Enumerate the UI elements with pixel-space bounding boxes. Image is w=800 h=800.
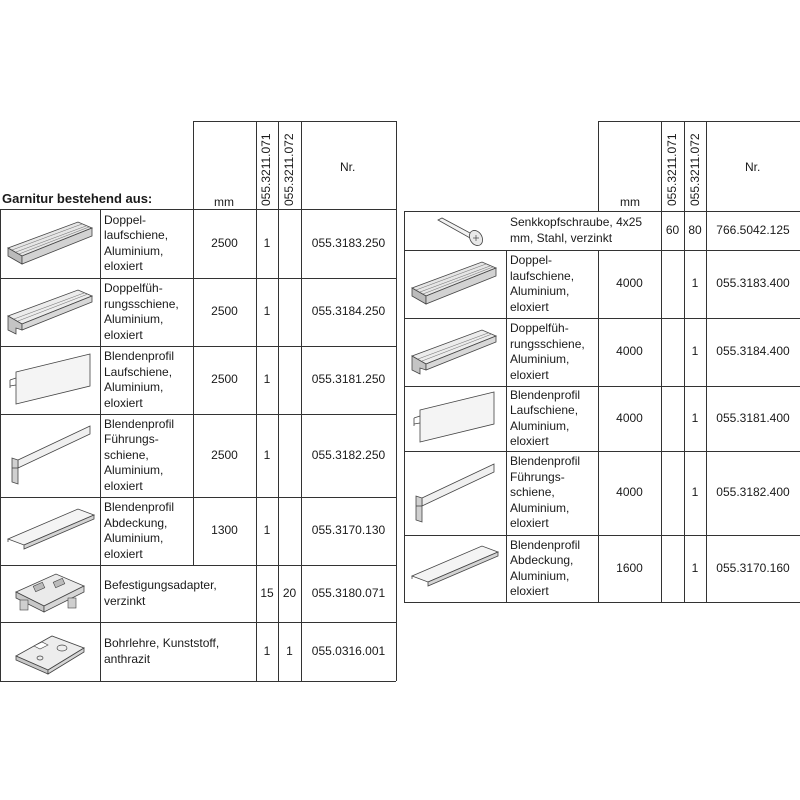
- item-qty-b: [278, 278, 301, 346]
- column-header-nr: Nr.: [340, 160, 356, 174]
- fascia-cover-icon: [6, 505, 94, 557]
- drilling-jig-icon: [12, 628, 88, 676]
- item-description: Blendenprofil Abdeckung, Aluminium, eloxiert: [104, 500, 175, 561]
- item-description: Doppelfüh- rungsschiene, Aluminium, eloxiert: [104, 281, 179, 342]
- item-description: Doppelfüh- rungsschiene, Aluminium, eloxiert: [510, 321, 585, 382]
- item-description: Blendenprofil Führungs- schiene, Aluminium, eloxiert: [510, 454, 581, 531]
- item-qty-a: 1: [263, 447, 271, 462]
- item-qty-a: 1: [263, 643, 271, 658]
- item-qty-a: [661, 250, 684, 318]
- item-qty-a: 1: [263, 372, 271, 387]
- item-article-number: 055.0316.001: [311, 643, 386, 658]
- item-length-mm: 4000: [616, 276, 643, 291]
- item-description: Blendenprofil Laufschiene, Aluminium, eloxiert: [510, 387, 581, 448]
- column-header-nr: Nr.: [745, 160, 761, 174]
- item-article-number: 766.5042.125: [716, 222, 790, 237]
- item-article-number: 055.3180.071: [311, 585, 386, 600]
- item-article-number: 055.3184.400: [716, 344, 790, 359]
- item-qty-a: 15: [260, 585, 274, 600]
- item-qty-b: 1: [691, 344, 699, 359]
- item-qty-a: 1: [263, 523, 271, 538]
- item-length-mm: 1300: [211, 523, 238, 538]
- item-length-mm: 2500: [211, 447, 238, 462]
- item-description: Blendenprofil Laufschiene, Aluminium, eloxiert: [104, 349, 175, 410]
- item-description: Doppel- laufschiene, Aluminium, eloxiert: [104, 212, 169, 273]
- item-length-mm: 1600: [616, 560, 643, 575]
- item-length-mm: 2500: [211, 372, 238, 387]
- item-qty-b: 1: [691, 560, 699, 575]
- item-length-mm: 2500: [211, 235, 238, 250]
- column-header-variant-a: 055.3211.071: [259, 133, 273, 206]
- countersunk-screw-icon: [432, 214, 492, 248]
- double-guide-rail-icon: [6, 286, 94, 338]
- item-qty-b: [278, 209, 301, 278]
- item-article-number: 055.3170.160: [716, 560, 790, 575]
- item-article-number: 055.3183.250: [311, 235, 386, 250]
- item-description: Doppel- laufschiene, Aluminium, eloxiert: [510, 253, 575, 314]
- item-description: Befestigungsadapter, verzinkt: [104, 578, 217, 608]
- item-article-number: 055.3170.130: [311, 523, 386, 538]
- item-article-number: 055.3182.250: [311, 447, 386, 462]
- item-length-mm: 2500: [211, 304, 238, 319]
- item-qty-a: [661, 318, 684, 386]
- fascia-profile-guide-icon: [410, 462, 498, 526]
- item-article-number: 055.3182.400: [716, 485, 790, 500]
- item-length-mm: 4000: [616, 344, 643, 359]
- item-qty-a: [661, 451, 684, 535]
- item-qty-a: 1: [263, 304, 271, 319]
- item-description: Blendenprofil Führungs- schiene, Aluminium, eloxiert: [104, 416, 175, 493]
- item-length-mm: 4000: [616, 410, 643, 425]
- item-article-number: 055.3181.400: [716, 410, 790, 425]
- item-qty-b: 20: [282, 585, 297, 600]
- item-qty-b: 1: [691, 485, 699, 500]
- double-guide-rail-icon: [410, 326, 498, 378]
- fascia-profile-track-icon: [6, 352, 94, 408]
- item-qty-b: 1: [286, 643, 293, 658]
- item-description: Bohrlehre, Kunststoff, anthrazit: [104, 636, 220, 666]
- item-qty-b: 1: [691, 410, 699, 425]
- fascia-cover-icon: [410, 542, 498, 594]
- item-article-number: 055.3183.400: [716, 276, 790, 291]
- table-title: Garnitur bestehend aus:: [2, 191, 153, 206]
- column-header-variant-b: 055.3211.072: [282, 133, 296, 206]
- item-qty-a: 60: [665, 222, 680, 237]
- item-qty-a: [661, 535, 684, 602]
- column-header-variant-a: 055.3211.071: [665, 133, 679, 206]
- column-header-mm: mm: [620, 195, 640, 209]
- item-qty-b: 1: [691, 276, 699, 291]
- fascia-profile-track-icon: [410, 390, 498, 446]
- item-qty-b: [278, 346, 301, 414]
- item-description: Blendenprofil Abdeckung, Aluminium, eloxiert: [510, 537, 581, 598]
- item-length-mm: 4000: [616, 485, 643, 500]
- fascia-profile-guide-icon: [6, 424, 94, 488]
- item-qty-a: [661, 386, 684, 451]
- double-rail-icon: [410, 258, 498, 310]
- item-article-number: 055.3181.250: [311, 372, 386, 387]
- column-header-variant-b: 055.3211.072: [688, 133, 702, 206]
- item-description: Senkkopfschraube, 4x25 mm, Stahl, verzinkt: [510, 215, 643, 245]
- mounting-adapter-icon: [10, 568, 90, 618]
- item-qty-b: [278, 497, 301, 565]
- item-qty-a: 1: [263, 235, 271, 250]
- double-rail-icon: [6, 218, 94, 270]
- item-qty-b: [278, 414, 301, 497]
- item-article-number: 055.3184.250: [311, 304, 386, 319]
- column-header-mm: mm: [214, 195, 234, 209]
- item-qty-b: 80: [688, 222, 702, 237]
